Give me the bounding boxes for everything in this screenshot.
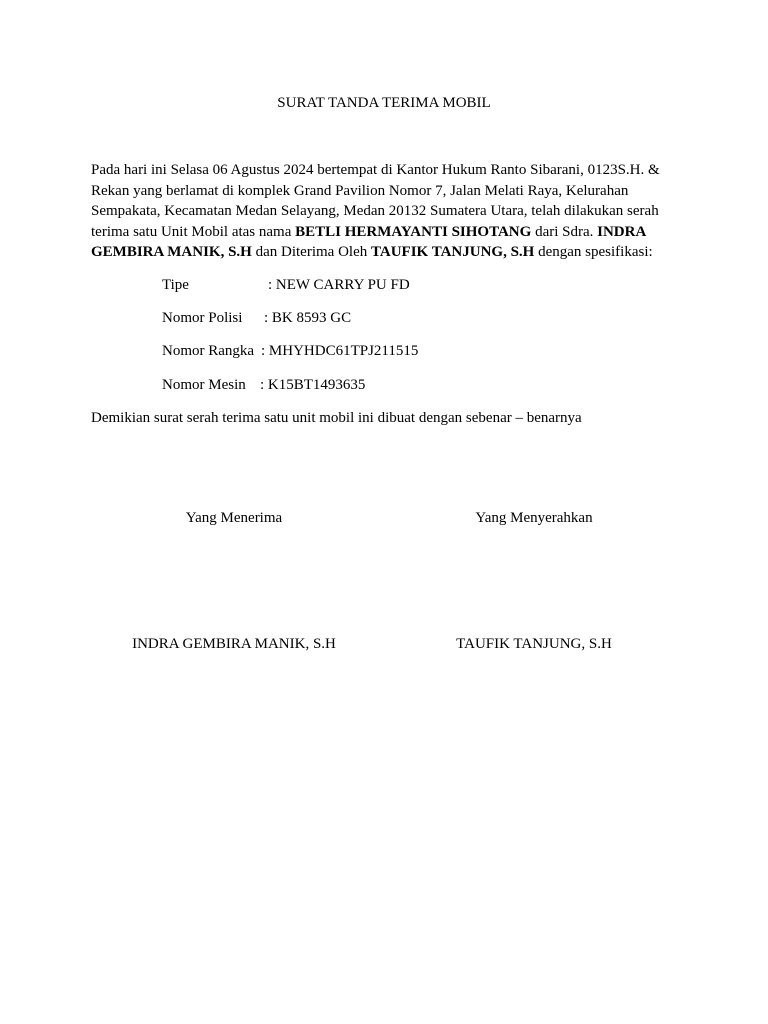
giver-signature-name: TAUFIK TANJUNG, S.H — [456, 636, 612, 652]
receiver-role-label: Yang Menerima — [185, 510, 283, 526]
paragraph-text-1: Pada hari ini Selasa 06 Agustus 2024 bertempat di Kantor Hukum Ranto Sibarani, 0123S.H. & Rekan yang berlamat di komplek Grand Pavilion Nomor 7, Jalan Melati Raya, Kelurahan Sempakata, Kecamatan Medan Selayang, Medan 20132 Sumatera Utara, telah dilakukan serah terima satu Unit Mobil atas nama — [91, 162, 660, 240]
spec-label: Nomor Rangka — [162, 343, 255, 359]
giver-role-label: Yang Menyerahkan — [475, 510, 593, 526]
paragraph-text-4: dengan spesifikasi: — [534, 244, 653, 260]
spec-label: Nomor Mesin — [162, 377, 246, 393]
spec-value: : BK 8593 GC — [264, 310, 352, 326]
receiver-signature-name: INDRA GEMBIRA MANIK, S.H — [132, 636, 336, 652]
spec-value: : K15BT1493635 — [260, 377, 366, 393]
closing-statement: Demikian surat serah terima satu unit mobil ini dibuat dengan sebenar – benarnya — [91, 410, 582, 426]
spec-value: : MHYHDC61TPJ211515 — [261, 343, 419, 359]
owner-name: BETLI HERMAYANTI SIHOTANG — [295, 223, 532, 240]
spec-row-chassis-number — [162, 342, 419, 360]
body-paragraph — [91, 160, 671, 263]
spec-label: Tipe — [162, 277, 189, 293]
spec-label: Nomor Polisi — [162, 310, 243, 326]
spec-row-plate-number — [162, 309, 352, 327]
spec-value: : NEW CARRY PU FD — [268, 277, 410, 293]
paragraph-text-2: dari Sdra. — [531, 223, 598, 240]
spec-row-type — [162, 276, 410, 294]
document-title: SURAT TANDA TERIMA MOBIL — [277, 95, 491, 111]
receiver-name: TAUFIK TANJUNG, S.H — [371, 244, 535, 260]
giver-name: INDRA GEMBIRA MANIK, S.H — [91, 223, 646, 260]
paragraph-text-3: dan Diterima Oleh — [251, 244, 371, 260]
spec-row-engine-number — [162, 376, 366, 394]
